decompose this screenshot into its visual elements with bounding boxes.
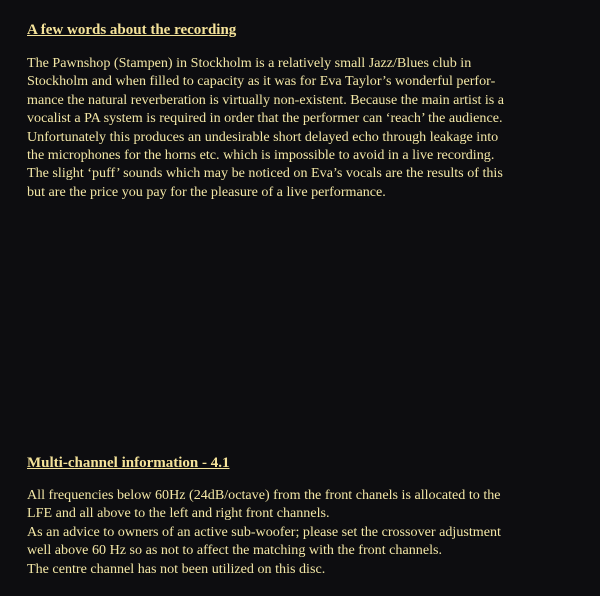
text-line: LFE and all above to the left and right front channels.: [27, 505, 330, 522]
recording-notes-paragraph: [27, 54, 575, 201]
text-line: All frequencies below 60Hz (24dB/octave) from the front chanels is allocated to the: [27, 487, 501, 503]
text-line: well above 60 Hz so as not to affect the matching with the front channels.: [27, 542, 442, 559]
text-line: Stockholm and when filled to capacity as it was for Eva Taylor’s wonderful perfor-: [27, 73, 496, 90]
text-line: The slight ‘puff’ sounds which may be noticed on Eva’s vocals are the results of this: [27, 165, 503, 182]
text-line: but are the price you pay for the pleasure of a live performance.: [27, 183, 386, 200]
text-line: The Pawnshop (Stampen) in Stockholm is a relatively small Jazz/Blues club in: [27, 55, 472, 71]
text-line: mance the natural reverberation is virtually non-existent. Because the main artist is a: [27, 91, 505, 108]
multichannel-info-paragraph: [27, 486, 575, 578]
text-line: The centre channel has not been utilized on this disc.: [27, 560, 326, 577]
recording-notes-heading: A few words about the recording: [27, 22, 237, 38]
text-line: the microphones for the horns etc. which is impossible to avoid in a live recording.: [27, 147, 495, 164]
text-line: Unfortunately this produces an undesirable short delayed echo through leakage into: [27, 128, 499, 145]
multichannel-info-heading: Multi-channel information - 4.1: [27, 455, 230, 471]
text-line: vocalist a PA system is required in order that the performer can ‘reach’ the audience.: [27, 110, 503, 127]
text-line: As an advice to owners of an active sub-woofer; please set the crossover adjustment: [27, 523, 501, 540]
